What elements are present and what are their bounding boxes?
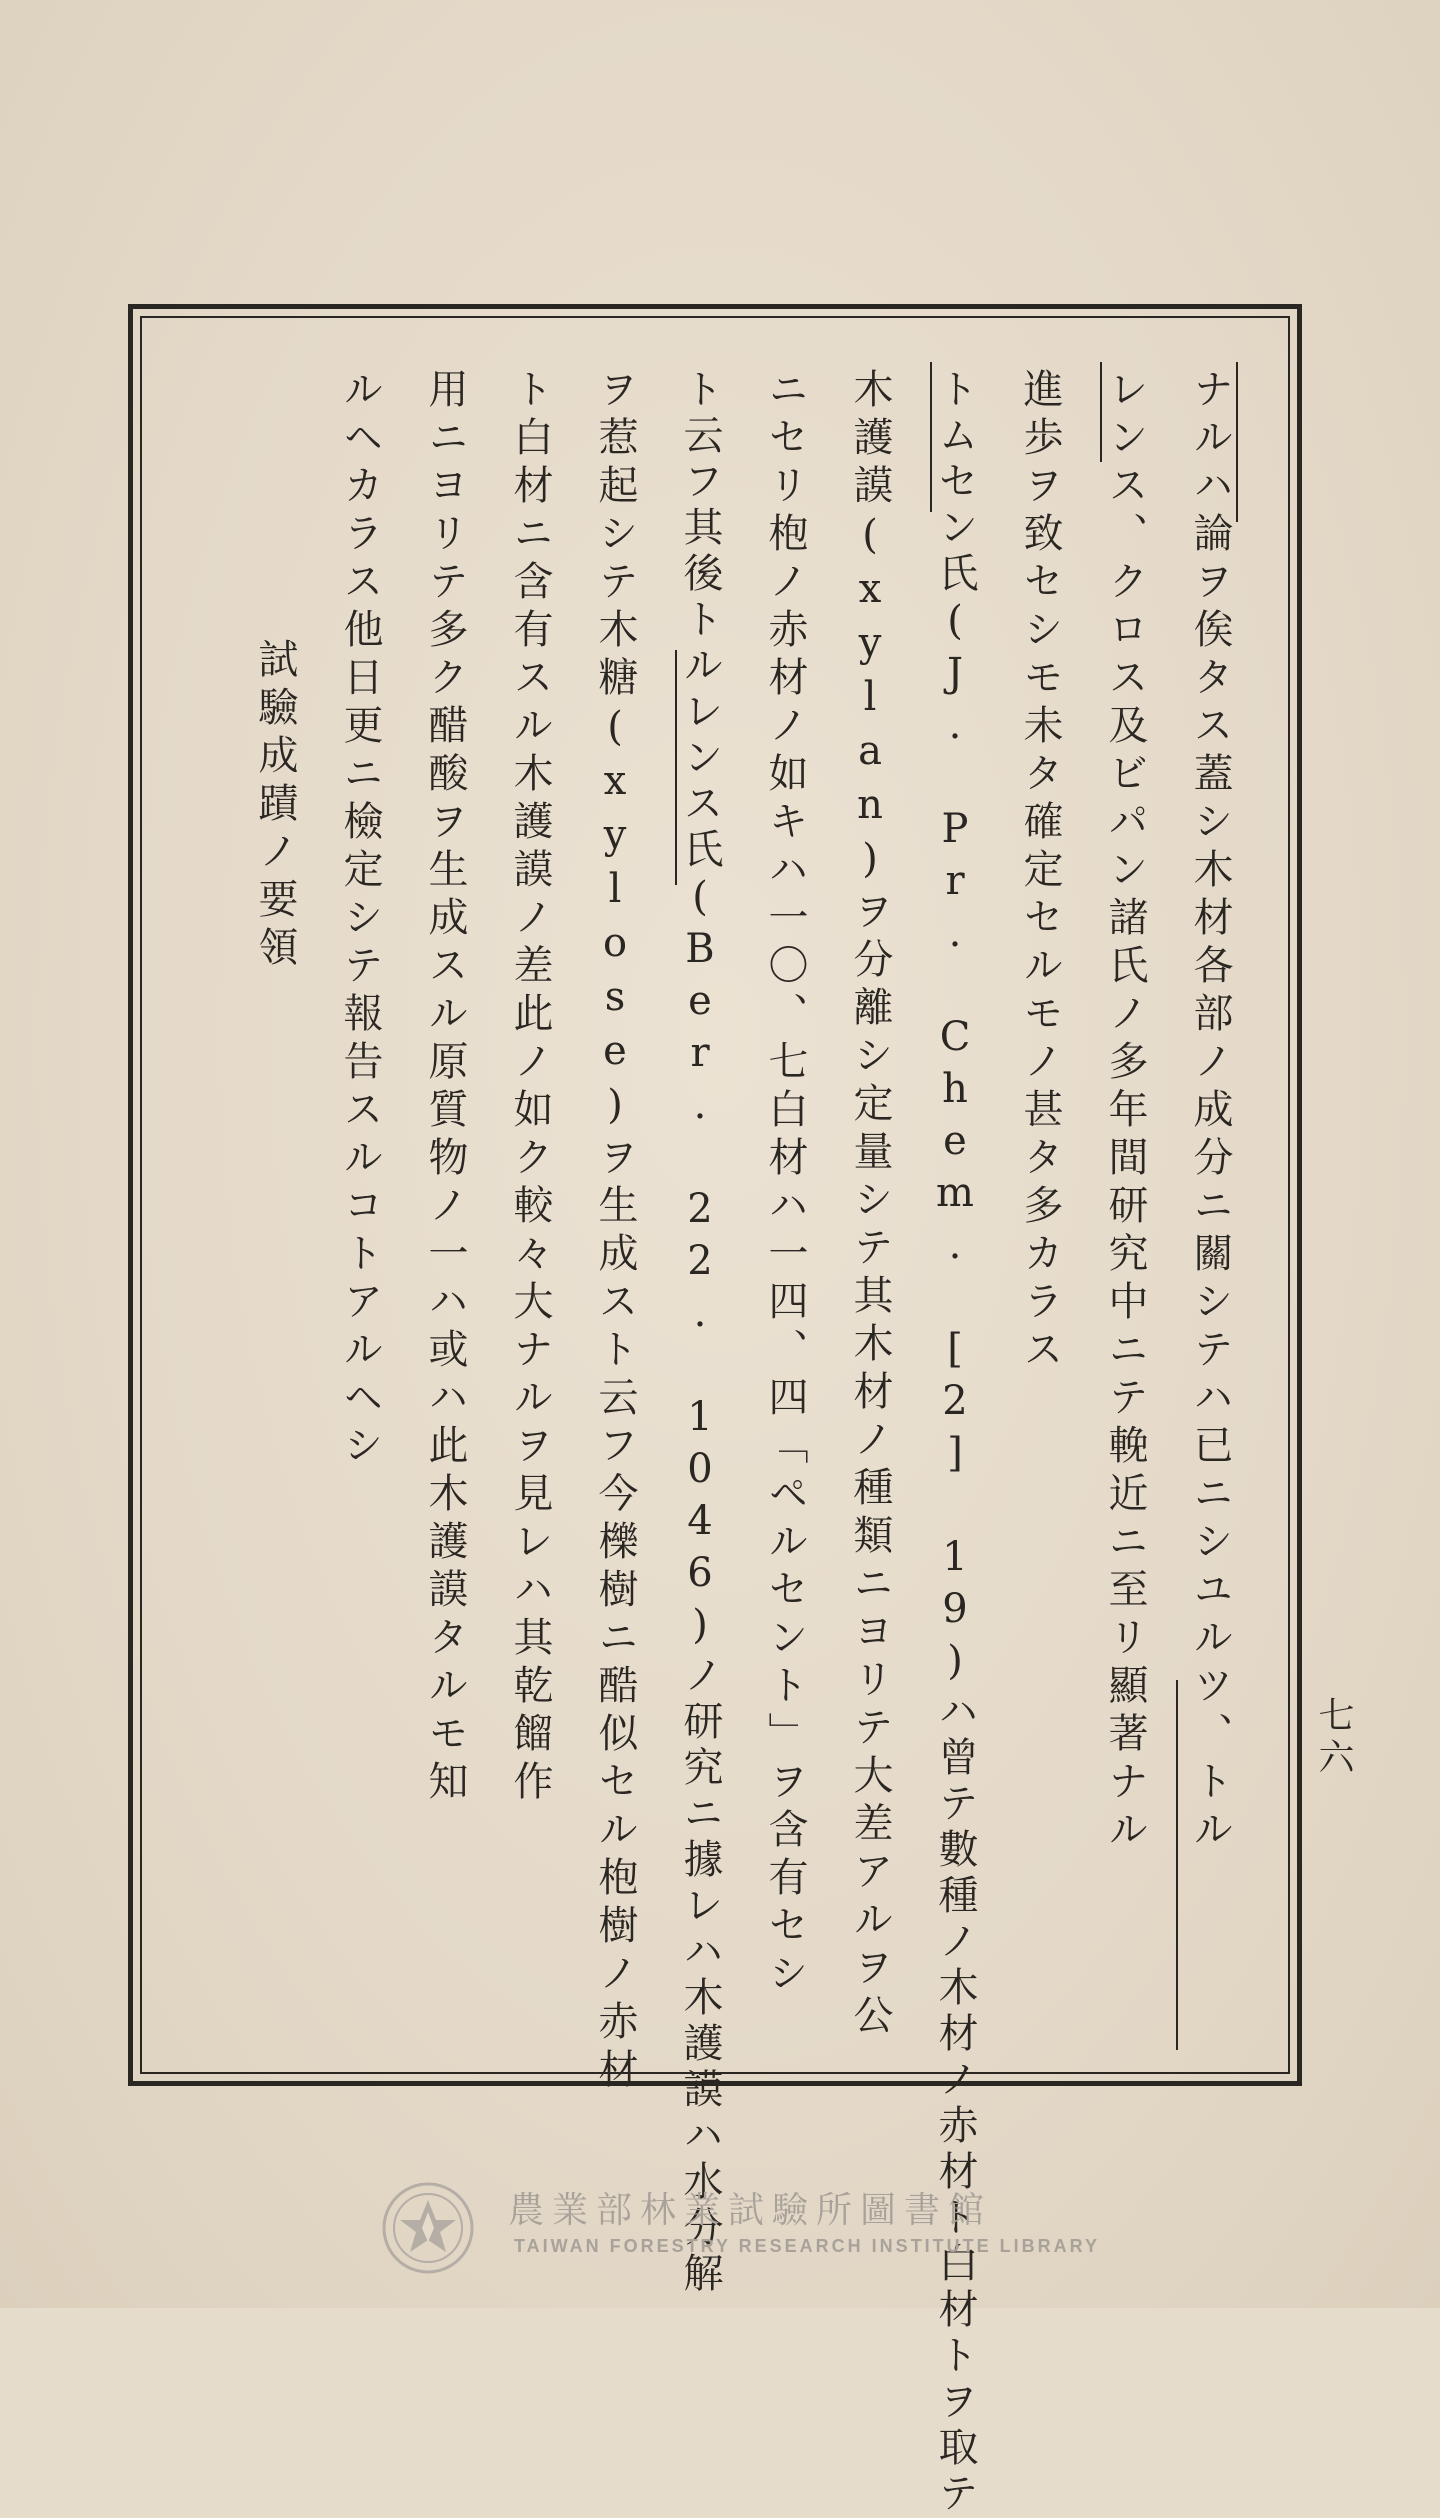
text-column-9: ト白材ニ含有スル木護謨ノ差此ノ如ク較々大ナルヲ見レハ其乾餾作 bbox=[507, 368, 553, 1808]
library-name-chinese: 農業部林業試驗所圖書館 bbox=[508, 2190, 993, 2231]
name-marker-line bbox=[1176, 1680, 1178, 2050]
text-column-5: 木護謨(xylan)ヲ分離シ定量シテ其木材ノ種類ニヨリテ大差アルヲ公 bbox=[847, 368, 893, 2042]
text-column-1: ナルハ論ヲ俟タス蓋シ木材各部ノ成分ニ關シテハ已ニシユルツ、トル bbox=[1187, 368, 1233, 1856]
name-marker-line bbox=[930, 362, 932, 512]
text-column-8: ヲ惹起シテ木糖(xylose)ヲ生成スト云フ今櫟樹ニ酷似セル枹樹ノ赤材 bbox=[592, 368, 638, 2096]
page-number-rule bbox=[1298, 1694, 1300, 1834]
text-column-10: 用ニヨリテ多ク醋酸ヲ生成スル原質物ノ一ハ或ハ此木護謨タルモ知 bbox=[422, 368, 468, 1808]
library-seal-icon bbox=[380, 2180, 476, 2276]
library-name-english: TAIWAN FORESTRY RESEARCH INSTITUTE LIBRARY bbox=[514, 2236, 1101, 2256]
text-column-4: トムセン氏(J. Pr. Chem. [2] 19)ハ曾テ數種ノ木材ノ赤材ト白材トヲ取テ bbox=[932, 368, 978, 2518]
name-marker-line bbox=[1236, 362, 1238, 522]
page-number: 七六 bbox=[1313, 1696, 1354, 1780]
text-column-7: ト云フ其後トルレンス氏(Ber. 22. 1046)ノ研究ニ據レハ木護謨ハ水分解 bbox=[677, 368, 723, 2298]
text-column-2: レンス、クロス及ビパン諸氏ノ多年間研究中ニテ輓近ニ至リ顯著ナル bbox=[1102, 368, 1148, 1856]
section-heading: 試驗成蹟ノ要領 bbox=[252, 638, 298, 974]
name-marker-line bbox=[1100, 362, 1102, 462]
library-watermark bbox=[380, 2180, 1100, 2280]
name-marker-line bbox=[675, 650, 677, 885]
text-column-11: ルヘカラス他日更ニ檢定シテ報告スルコトアルヘシ bbox=[337, 368, 383, 1472]
text-column-6: ニセリ枹ノ赤材ノ如キハ一〇、七白材ハ一四、四「ペルセント」ヲ含有セシ bbox=[762, 368, 808, 2000]
text-column-3: 進歩ヲ致セシモ未タ確定セルモノ甚タ多カラス bbox=[1017, 368, 1063, 1376]
